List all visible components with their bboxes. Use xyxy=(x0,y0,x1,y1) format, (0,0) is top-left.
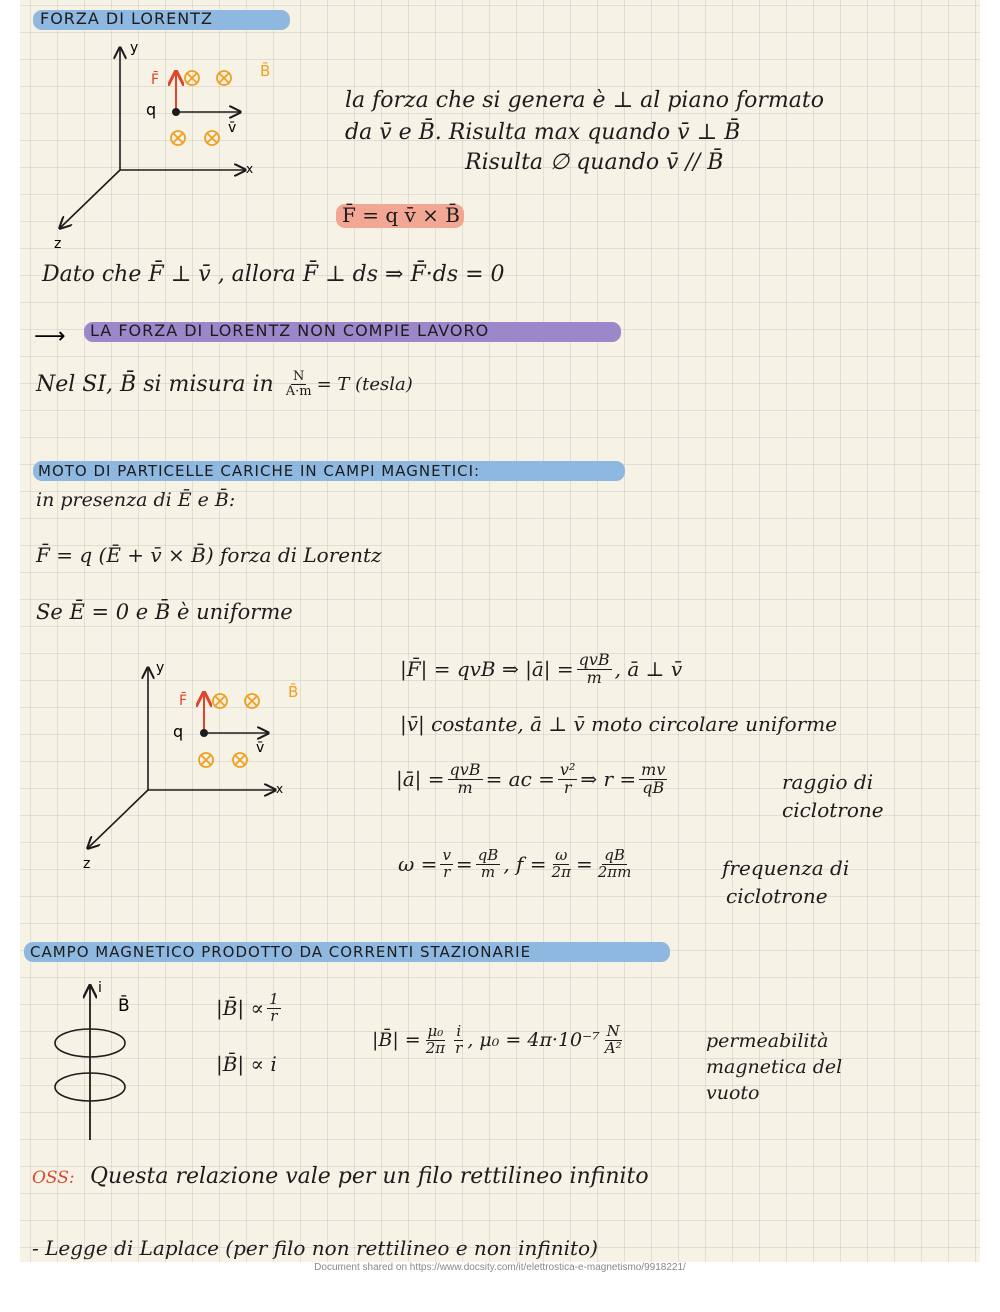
force-label-1: F̄ xyxy=(151,72,160,88)
eq1-text-a: |F̄| = qvB ⇒ |ā| = xyxy=(400,657,574,682)
formula-fraction-2 xyxy=(453,1024,464,1057)
lorentz-desc-line-3: Risulta ∅ quando v̄ // B̄ xyxy=(465,150,724,175)
cyclotron-frequency-label-1: frequenza di xyxy=(722,856,850,880)
eq4-num2: qB xyxy=(477,846,499,864)
eq3-num2: v² xyxy=(559,760,576,779)
prop1-text: |B̄| ∝ xyxy=(216,996,265,1021)
eq1-num: qvB xyxy=(578,650,610,669)
formula-den2: r xyxy=(455,1038,463,1057)
formula-num2: i xyxy=(456,1022,462,1040)
permeability-label-1: permeabilità xyxy=(706,1030,829,1052)
eq3-num1: qvB xyxy=(449,760,481,779)
eq4-den4: 2πm xyxy=(597,862,632,881)
si-unit-num: N xyxy=(292,369,305,384)
axis-z-label-2: z xyxy=(83,856,91,872)
eq4-den2: m xyxy=(480,862,496,881)
axis-y-label-2: y xyxy=(156,660,165,676)
prop1-num: 1 xyxy=(269,990,279,1008)
axis-z-label-1: z xyxy=(54,236,62,252)
oss-label: OSS: xyxy=(32,1168,75,1188)
lorentz-formula: F̄ = q v̄ × B̄ xyxy=(342,203,460,227)
velocity-label-2: v̄ xyxy=(256,740,265,756)
permeability-label-2: magnetica del xyxy=(706,1056,843,1078)
lorentz-desc-line-2: da v̄ e B̄. Risulta max quando v̄ ⊥ B̄ xyxy=(345,120,741,145)
eq3-text-a: |ā| = xyxy=(396,767,445,792)
document-footer: Document shared on https://www.docsity.com/it/elettrostica-e-magnetismo/9918221/ xyxy=(314,1262,686,1273)
dato-line: Dato che F̄ ⊥ v̄ , allora F̄ ⊥ ds ⇒ F̄·ds = 0 xyxy=(42,262,505,287)
cyclotron-frequency-label-2: ciclotrone xyxy=(726,884,828,908)
lorentz-desc-line-1: la forza che si genera è ⊥ al piano formato xyxy=(345,88,824,113)
eq3-den3: qB xyxy=(642,777,665,797)
cyclotron-radius-label-2: ciclotrone xyxy=(782,798,884,822)
section-title-motion: MOTO DI PARTICELLE CARICHE IN CAMPI MAGNETICI: xyxy=(38,462,481,480)
eq3-text-c: ⇒ r = xyxy=(580,767,637,792)
section-title-field: CAMPO MAGNETICO PRODOTTO DA CORRENTI STAZIONARIE xyxy=(30,943,532,961)
formula-den3: A² xyxy=(604,1038,622,1057)
si-unit-prefix: Nel SI, B̄ si misura in xyxy=(36,371,274,397)
equation-uniform-circular: |v̄| costante, ā ⊥ v̄ moto circolare uniforme xyxy=(400,712,838,736)
eq4-num1: v xyxy=(442,846,451,864)
axis-x-label-1: x xyxy=(246,162,254,176)
eq3-num3: mv xyxy=(641,760,666,779)
biot-savart-formula xyxy=(372,1024,627,1057)
force-label-2: F̄ xyxy=(179,693,188,709)
proportion-inverse-r xyxy=(216,992,284,1025)
eq3-den2: r xyxy=(563,777,572,797)
wire-current-label: i xyxy=(98,980,102,996)
field-label-2: B̄ xyxy=(288,683,299,701)
prop1-fraction xyxy=(267,992,281,1025)
axis-y-label-1: y xyxy=(130,40,139,56)
prop1-den: r xyxy=(270,1006,278,1025)
formula-fraction-3 xyxy=(603,1024,624,1057)
axis-x-label-2: x xyxy=(276,782,284,796)
formula-num1: μ₀ xyxy=(427,1022,444,1040)
section-title-no-work: LA FORZA DI LORENTZ NON COMPIE LAVORO xyxy=(90,321,490,340)
eq3-text-b: = ac = xyxy=(485,767,555,792)
eq4-den1: r xyxy=(443,862,451,881)
permeability-label-3: vuoto xyxy=(706,1082,760,1104)
si-unit-suffix: = T (tesla) xyxy=(316,373,413,395)
eq4-equals-2: = xyxy=(575,852,593,877)
eq4-text-b: , f = xyxy=(503,852,547,877)
condition-line: Se Ē = 0 e B̄ è uniforme xyxy=(36,600,293,624)
laplace-line: - Legge di Laplace (per filo non rettilineo e non infinito) xyxy=(32,1236,598,1260)
eq1-den: m xyxy=(586,667,602,687)
velocity-label-1: v̄ xyxy=(228,120,237,136)
eq4-num4: qB xyxy=(604,846,625,864)
formula-num3: N xyxy=(606,1022,620,1040)
section-title-lorentz: FORZA DI LORENTZ xyxy=(40,9,213,28)
lorentz-full-formula: F̄ = q (Ē + v̄ × B̄) forza di Lorentz xyxy=(36,543,382,567)
eq4-den3: 2π xyxy=(551,862,571,881)
eq4-text-a: ω = xyxy=(398,852,438,877)
wire-field-label: B̄ xyxy=(118,996,130,1016)
eq4-equals-1: = xyxy=(455,852,473,877)
eq3-den1: m xyxy=(457,777,473,797)
si-unit-den: A·m xyxy=(285,383,312,399)
field-label-1: B̄ xyxy=(260,62,271,80)
formula-fraction-1 xyxy=(424,1024,447,1057)
charge-label-1: q xyxy=(146,100,157,119)
formula-text-b: , μ₀ = 4π·10⁻⁷ xyxy=(467,1029,600,1052)
arrow-icon: ⟶ xyxy=(34,324,66,349)
presence-line: in presenza di Ē e B̄: xyxy=(36,489,236,511)
charge-label-2: q xyxy=(173,722,184,741)
eq1-text-b: , ā ⊥ v̄ xyxy=(614,657,683,682)
cyclotron-radius-label-1: raggio di xyxy=(782,770,874,794)
formula-text-a: |B̄| = xyxy=(372,1029,421,1052)
proportion-current: |B̄| ∝ i xyxy=(216,1052,277,1076)
formula-den1: 2π xyxy=(425,1038,446,1057)
eq4-num3: ω xyxy=(555,846,568,864)
oss-text: Questa relazione vale per un filo rettilineo infinito xyxy=(90,1164,649,1189)
